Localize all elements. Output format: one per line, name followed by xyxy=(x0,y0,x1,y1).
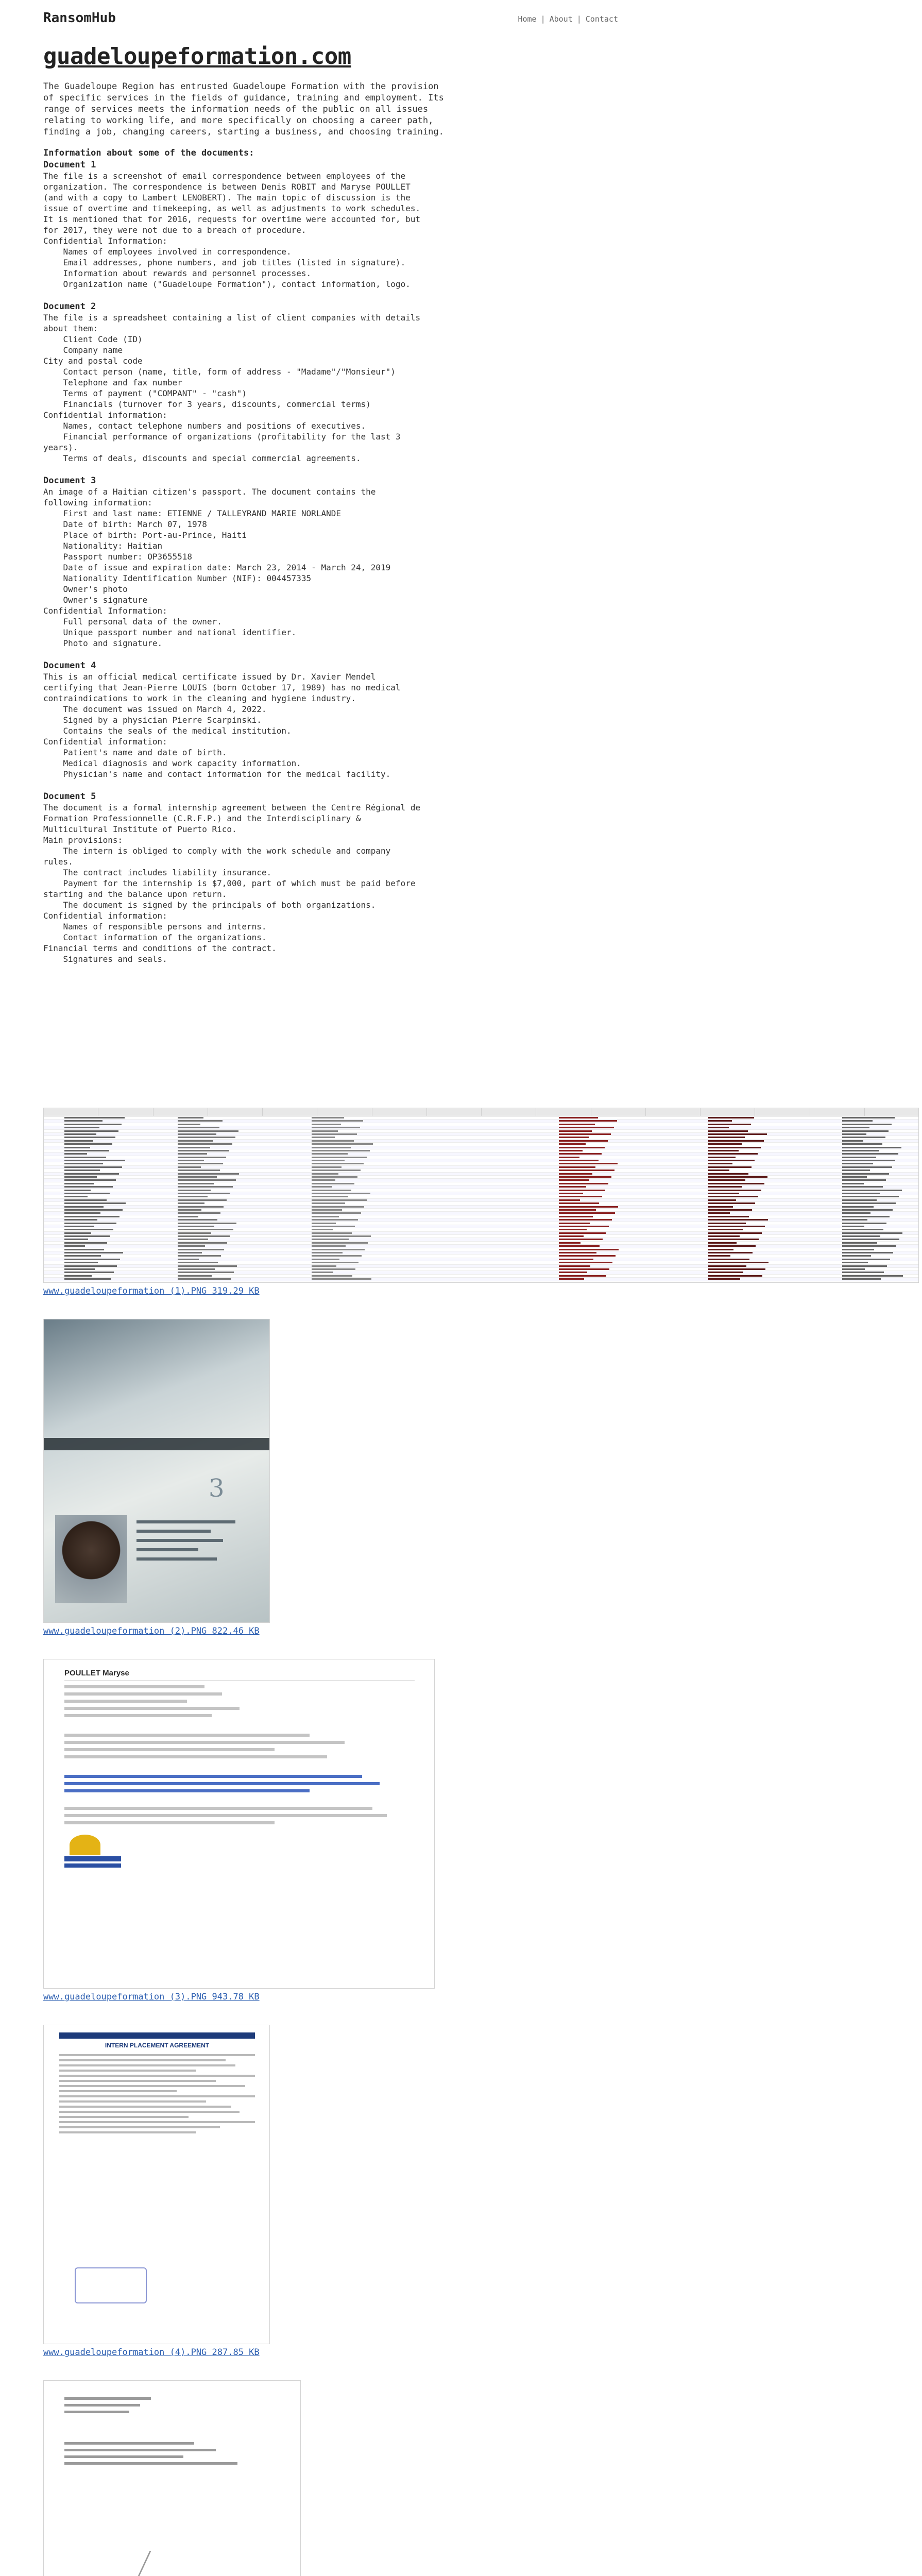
spreadsheet-header xyxy=(44,1108,919,1116)
nav-separator: | xyxy=(540,14,545,24)
documents-heading: Information about some of the documents: xyxy=(43,148,254,158)
document-2 xyxy=(43,301,486,464)
passport-image xyxy=(44,1319,270,1623)
passport-page-mark: 3 xyxy=(209,1474,225,1503)
page-title[interactable]: guadeloupeformation.com xyxy=(43,43,351,70)
top-nav xyxy=(518,14,618,24)
passport-band xyxy=(44,1438,270,1450)
preview-link[interactable]: www.guadeloupeformation (2).PNG 822.46 KB xyxy=(43,1626,260,1636)
post-content xyxy=(43,43,486,976)
passport-photo xyxy=(55,1515,127,1603)
document-description: The document is a formal internship agreement between the Centre Régional de Formation Professionnelle (C.R.F.P.) and the Interdisciplinary & Multicultural Institute of Puerto Rico. Main provisions: The intern is obliged to comply with the work schedule and company rules. The contract includes liability insurance. Payment for the internship is $7,000, part of which must be paid before starting and the balance upon return. The document is signed by the principals of both organizations. Confidential information: Names of responsible persons and interns. Contact information of the organizations. Financial terms and conditions of the contract. Signatures and seals. xyxy=(43,803,421,964)
document-title: Document 2 xyxy=(43,301,96,312)
document-title: Document 5 xyxy=(43,791,96,802)
email-subject: POULLET Maryse xyxy=(64,1669,415,1681)
preview-link[interactable]: www.guadeloupeformation (4).PNG 287.85 KB xyxy=(43,2347,260,2358)
passport-fields xyxy=(136,1520,260,1567)
spreadsheet-row xyxy=(44,1278,919,1281)
agreement-heading: INTERN PLACEMENT AGREEMENT xyxy=(105,2042,210,2049)
stamp xyxy=(75,2267,147,2303)
nav-separator: | xyxy=(576,14,582,24)
document-title: Document 4 xyxy=(43,660,96,671)
document-description: The file is a spreadsheet containing a list of client companies with details about them: Client Code (ID) Company name City and postal code Contact person (name, title, form of address - "Madame"/"Monsieur") Telephone and fax number Terms of payment ("COMPANT" - "cash") Financials (turnover for 3 years, discounts, commercial terms) Confidential information: Names, contact telephone numbers and positions of executives. Financial performance of organizations (profitability for the last 3 years). Terms of deals, discounts and special commercial agreements. xyxy=(43,313,421,463)
nav-contact[interactable]: Contact xyxy=(585,14,618,24)
top-bar xyxy=(0,0,922,33)
spreadsheet-rows xyxy=(44,1116,919,1281)
brand-logo[interactable]: RansomHub xyxy=(43,10,116,26)
signature xyxy=(123,2551,232,2576)
medical-certificate-image xyxy=(44,2381,301,2576)
nav-home[interactable]: Home xyxy=(518,14,537,24)
organization-logo xyxy=(64,1835,121,1881)
document-4 xyxy=(43,660,486,779)
nav-about[interactable]: About xyxy=(549,14,573,24)
medical-preview-image[interactable] xyxy=(43,2380,301,2576)
preview-link[interactable]: www.guadeloupeformation (3).PNG 943.78 KB xyxy=(43,1992,260,2002)
email-image xyxy=(44,1659,435,1989)
document-title: Document 3 xyxy=(43,476,96,486)
document-5 xyxy=(43,791,486,964)
spreadsheet-image xyxy=(44,1108,919,1283)
email-preview-image[interactable] xyxy=(43,1659,435,1989)
document-3 xyxy=(43,475,486,649)
document-description: The file is a screenshot of email correspondence between employees of the organization. The correspondence is between Denis ROBIT and Maryse POULLET (and with a copy to Lambert LENOBERT). The main topic of discussion is the issue of overtime and timekeeping, as well as adjustments to work schedules. It is mentioned that for 2016, requests for overtime were accounted for, but for 2017, they were not due to a breach of procedure. Confidential Information: Names of employees involved in correspondence. Email addresses, phone numbers, and job titles (listed in signature). Information about rewards and personnel processes. Organization name ("Guadeloupe Formation"), contact information, logo. xyxy=(43,171,421,289)
passport-preview-image[interactable] xyxy=(43,1319,270,1623)
agreement-preview-image[interactable] xyxy=(43,2025,270,2344)
preview-link[interactable]: www.guadeloupeformation (1).PNG 319.29 KB xyxy=(43,1286,260,1296)
intro-text: The Guadeloupe Region has entrusted Guadeloupe Formation with the provision of specific services in the fields of guidance, training and employment. Its range of services meets the information needs of the public on all issues relating to working life, and more specifically on choosing a career path, finding a job, changing careers, starting a business, and choosing training. xyxy=(43,81,444,137)
document-title: Document 1 xyxy=(43,160,96,170)
document-1 xyxy=(43,159,486,290)
document-description: This is an official medical certificate issued by Dr. Xavier Mendel certifying that Jean-Pierre LOUIS (born October 17, 1989) has no medical contraindications to work in the cleaning and hygiene industry. The document was issued on March 4, 2022. Signed by a physician Pierre Scarpinski. Contains the seals of the medical institution. Confidential information: Patient's name and date of birth. Medical diagnosis and work capacity information. Physician's name and contact information for the medical facility. xyxy=(43,672,401,779)
agreement-image xyxy=(44,2025,270,2344)
document-description: An image of a Haitian citizen's passport. The document contains the following information: First and last name: ETIENNE / TALLEYRAND MARIE NORLANDE Date of birth: March 07, 1978 Place of birth: Port-au-Prince, Haiti Nationality: Haitian Passport number: OP3655518 Date of issue and expiration date: March 23, 2014 - March 24, 2019 Nationality Identification Number (NIF): 004457335 Owner's photo Owner's signature Confidential Information: Full personal data of the owner. Unique passport number and national identifier. Photo and signature. xyxy=(43,487,391,648)
spreadsheet-preview-image[interactable] xyxy=(43,1108,919,1283)
